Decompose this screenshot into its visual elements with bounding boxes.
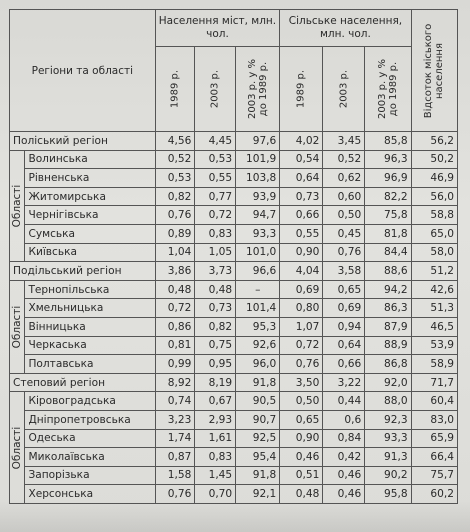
region-row: [10, 132, 458, 151]
table-cell: 0,76: [323, 243, 365, 262]
table-cell: –: [236, 280, 280, 299]
table-cell: 92,3: [365, 410, 411, 429]
table-cell: 4,45: [195, 132, 236, 151]
oblast-row: [10, 448, 458, 467]
table-cell: 60,2: [411, 485, 457, 504]
table-cell: 58,8: [411, 206, 457, 225]
oblast-name: Запорізька: [25, 466, 155, 485]
table-cell: 1,07: [280, 317, 323, 336]
header-row-top: [10, 10, 458, 47]
oblast-name: Київська: [25, 243, 155, 262]
table-cell: 0,81: [155, 336, 195, 355]
table-cell: 0,66: [280, 206, 323, 225]
table-cell: 90,7: [236, 410, 280, 429]
table-cell: 95,8: [365, 485, 411, 504]
table-cell: 0,74: [155, 392, 195, 411]
oblast-group-label: Області: [10, 392, 25, 504]
table-cell: 0,83: [195, 224, 236, 243]
oblast-name: Миколаївська: [25, 448, 155, 467]
oblast-name: Одеська: [25, 429, 155, 448]
table-cell: 0,76: [155, 206, 195, 225]
table-cell: 71,7: [411, 373, 457, 392]
oblast-name: Житомирська: [25, 187, 155, 206]
oblast-row: [10, 355, 458, 374]
table-cell: 101,0: [236, 243, 280, 262]
table-cell: 92,5: [236, 429, 280, 448]
table-cell: 3,23: [155, 410, 195, 429]
table-cell: 4,04: [280, 262, 323, 281]
oblast-name: Черкаська: [25, 336, 155, 355]
oblast-group-label: Області: [10, 150, 25, 262]
table-cell: 0,84: [323, 429, 365, 448]
table-cell: 0,72: [195, 206, 236, 225]
region-header: Регіони та області: [10, 10, 156, 132]
table-cell: 1,61: [195, 429, 236, 448]
table-cell: 93,3: [365, 429, 411, 448]
table-cell: 0,42: [323, 448, 365, 467]
table-cell: 3,58: [323, 262, 365, 281]
table-cell: 0,72: [280, 336, 323, 355]
urban-population-header: Населення міст, млн. чол.: [155, 10, 280, 47]
table-cell: 84,4: [365, 243, 411, 262]
rural-1989-header: 1989 р.: [280, 47, 323, 132]
oblast-name: Рівненська: [25, 169, 155, 188]
table-cell: 0,87: [155, 448, 195, 467]
table-cell: 0,76: [155, 485, 195, 504]
oblast-row: [10, 299, 458, 318]
table-cell: 0,48: [155, 280, 195, 299]
table-cell: 96,3: [365, 150, 411, 169]
table-cell: 1,58: [155, 466, 195, 485]
rural-population-header: Сільське населення, млн. чол.: [280, 10, 411, 47]
table-cell: 88,6: [365, 262, 411, 281]
oblast-row: [10, 150, 458, 169]
table-cell: 1,74: [155, 429, 195, 448]
table-cell: 0,82: [155, 187, 195, 206]
table-cell: 3,45: [323, 132, 365, 151]
table-cell: 103,8: [236, 169, 280, 188]
page-shadow: [0, 500, 470, 532]
table-cell: 0,65: [280, 410, 323, 429]
table-cell: 93,9: [236, 187, 280, 206]
table-cell: 0,83: [195, 448, 236, 467]
table-cell: 85,8: [365, 132, 411, 151]
table-cell: 96,6: [236, 262, 280, 281]
table-cell: 92,6: [236, 336, 280, 355]
oblast-row: [10, 336, 458, 355]
table-cell: 0,50: [280, 392, 323, 411]
table-cell: 0,77: [195, 187, 236, 206]
table-cell: 87,9: [365, 317, 411, 336]
table-cell: 0,75: [195, 336, 236, 355]
table-cell: 0,44: [323, 392, 365, 411]
oblast-row: [10, 410, 458, 429]
table-body: [10, 132, 458, 504]
table-cell: 0,60: [323, 187, 365, 206]
table-cell: 75,8: [365, 206, 411, 225]
table-cell: 91,3: [365, 448, 411, 467]
urban-share-header: Відсоток міського населення: [411, 10, 457, 132]
table-cell: 91,8: [236, 466, 280, 485]
table-cell: 51,2: [411, 262, 457, 281]
oblast-name: Тернопільська: [25, 280, 155, 299]
oblast-name: Чернігівська: [25, 206, 155, 225]
oblast-row: [10, 392, 458, 411]
table-cell: 56,0: [411, 187, 457, 206]
oblast-name: Волинська: [25, 150, 155, 169]
table-cell: 8,19: [195, 373, 236, 392]
table-cell: 65,0: [411, 224, 457, 243]
table-cell: 0,6: [323, 410, 365, 429]
table-cell: 1,04: [155, 243, 195, 262]
table-cell: 0,54: [280, 150, 323, 169]
table-cell: 94,2: [365, 280, 411, 299]
table-cell: 0,86: [155, 317, 195, 336]
table-cell: 0,76: [280, 355, 323, 374]
region-name: Поліський регіон: [10, 132, 156, 151]
table-cell: 0,69: [323, 299, 365, 318]
table-cell: 3,50: [280, 373, 323, 392]
table-cell: 0,64: [280, 169, 323, 188]
rural-2003-header: 2003 р.: [323, 47, 365, 132]
table-cell: 0,45: [323, 224, 365, 243]
table-cell: 0,89: [155, 224, 195, 243]
table-cell: 0,67: [195, 392, 236, 411]
urban-2003-header: 2003 р.: [195, 47, 236, 132]
table-cell: 0,48: [195, 280, 236, 299]
table-cell: 1,05: [195, 243, 236, 262]
table-cell: 92,0: [365, 373, 411, 392]
table-cell: 0,53: [155, 169, 195, 188]
table-cell: 46,5: [411, 317, 457, 336]
oblast-row: [10, 206, 458, 225]
table-cell: 3,86: [155, 262, 195, 281]
table-cell: 3,22: [323, 373, 365, 392]
table-cell: 0,69: [280, 280, 323, 299]
table-cell: 0,46: [280, 448, 323, 467]
urban-pct-header: 2003 р. у % до 1989 р.: [236, 47, 280, 132]
table-cell: 101,4: [236, 299, 280, 318]
table-cell: 56,2: [411, 132, 457, 151]
table-cell: 0,99: [155, 355, 195, 374]
population-table: [9, 9, 458, 504]
table-cell: 94,7: [236, 206, 280, 225]
region-name: Подільський регіон: [10, 262, 156, 281]
table-cell: 42,6: [411, 280, 457, 299]
table-cell: 83,0: [411, 410, 457, 429]
table-cell: 0,50: [323, 206, 365, 225]
table-cell: 97,6: [236, 132, 280, 151]
table-cell: 4,02: [280, 132, 323, 151]
oblast-row: [10, 317, 458, 336]
table-cell: 0,70: [195, 485, 236, 504]
table-cell: 90,5: [236, 392, 280, 411]
table-cell: 95,4: [236, 448, 280, 467]
table-cell: 0,46: [323, 466, 365, 485]
urban-1989-header: 1989 р.: [155, 47, 195, 132]
table-cell: 86,8: [365, 355, 411, 374]
table-cell: 53,9: [411, 336, 457, 355]
table-cell: 0,95: [195, 355, 236, 374]
table-cell: 0,72: [155, 299, 195, 318]
table-cell: 93,3: [236, 224, 280, 243]
table-cell: 96,9: [365, 169, 411, 188]
table-cell: 65,9: [411, 429, 457, 448]
table-cell: 3,73: [195, 262, 236, 281]
table-cell: 0,90: [280, 243, 323, 262]
table-cell: 0,46: [323, 485, 365, 504]
table-cell: 66,4: [411, 448, 457, 467]
table-cell: 0,48: [280, 485, 323, 504]
table-cell: 0,80: [280, 299, 323, 318]
table-cell: 0,73: [280, 187, 323, 206]
table-cell: 8,92: [155, 373, 195, 392]
table-cell: 91,8: [236, 373, 280, 392]
table-cell: 0,52: [155, 150, 195, 169]
oblast-name: Херсонська: [25, 485, 155, 504]
table-cell: 46,9: [411, 169, 457, 188]
table-cell: 101,9: [236, 150, 280, 169]
table-cell: 58,0: [411, 243, 457, 262]
table-cell: 0,51: [280, 466, 323, 485]
oblast-group-label: Області: [10, 280, 25, 373]
oblast-row: [10, 224, 458, 243]
table-cell: 82,2: [365, 187, 411, 206]
table-cell: 0,55: [195, 169, 236, 188]
table-cell: 90,2: [365, 466, 411, 485]
oblast-row: [10, 169, 458, 188]
region-row: [10, 262, 458, 281]
table-cell: 0,64: [323, 336, 365, 355]
oblast-name: Кіровоградська: [25, 392, 155, 411]
table-cell: 0,73: [195, 299, 236, 318]
table-cell: 0,53: [195, 150, 236, 169]
table-cell: 86,3: [365, 299, 411, 318]
table-cell: 0,90: [280, 429, 323, 448]
region-name: Степовий регіон: [10, 373, 156, 392]
oblast-row: [10, 280, 458, 299]
table-cell: 75,7: [411, 466, 457, 485]
table-cell: 92,1: [236, 485, 280, 504]
oblast-name: Сумська: [25, 224, 155, 243]
oblast-name: Дніпропетровська: [25, 410, 155, 429]
oblast-row: [10, 429, 458, 448]
table-cell: 0,55: [280, 224, 323, 243]
table-cell: 81,8: [365, 224, 411, 243]
table-cell: 88,0: [365, 392, 411, 411]
rural-pct-header: 2003 р. у % до 1989 р.: [365, 47, 411, 132]
table-cell: 0,52: [323, 150, 365, 169]
table-cell: 0,82: [195, 317, 236, 336]
table-cell: 60,4: [411, 392, 457, 411]
oblast-row: [10, 243, 458, 262]
table-cell: 2,93: [195, 410, 236, 429]
table-cell: 51,3: [411, 299, 457, 318]
oblast-name: Полтавська: [25, 355, 155, 374]
region-row: [10, 373, 458, 392]
table-cell: 50,2: [411, 150, 457, 169]
table-cell: 0,62: [323, 169, 365, 188]
table-cell: 4,56: [155, 132, 195, 151]
oblast-row: [10, 187, 458, 206]
table-cell: 58,9: [411, 355, 457, 374]
table-cell: 0,66: [323, 355, 365, 374]
table-cell: 0,65: [323, 280, 365, 299]
table-cell: 0,94: [323, 317, 365, 336]
table-cell: 88,9: [365, 336, 411, 355]
oblast-row: [10, 466, 458, 485]
table-cell: 1,45: [195, 466, 236, 485]
oblast-name: Вінницька: [25, 317, 155, 336]
table-cell: 95,3: [236, 317, 280, 336]
table-cell: 96,0: [236, 355, 280, 374]
oblast-name: Хмельницька: [25, 299, 155, 318]
